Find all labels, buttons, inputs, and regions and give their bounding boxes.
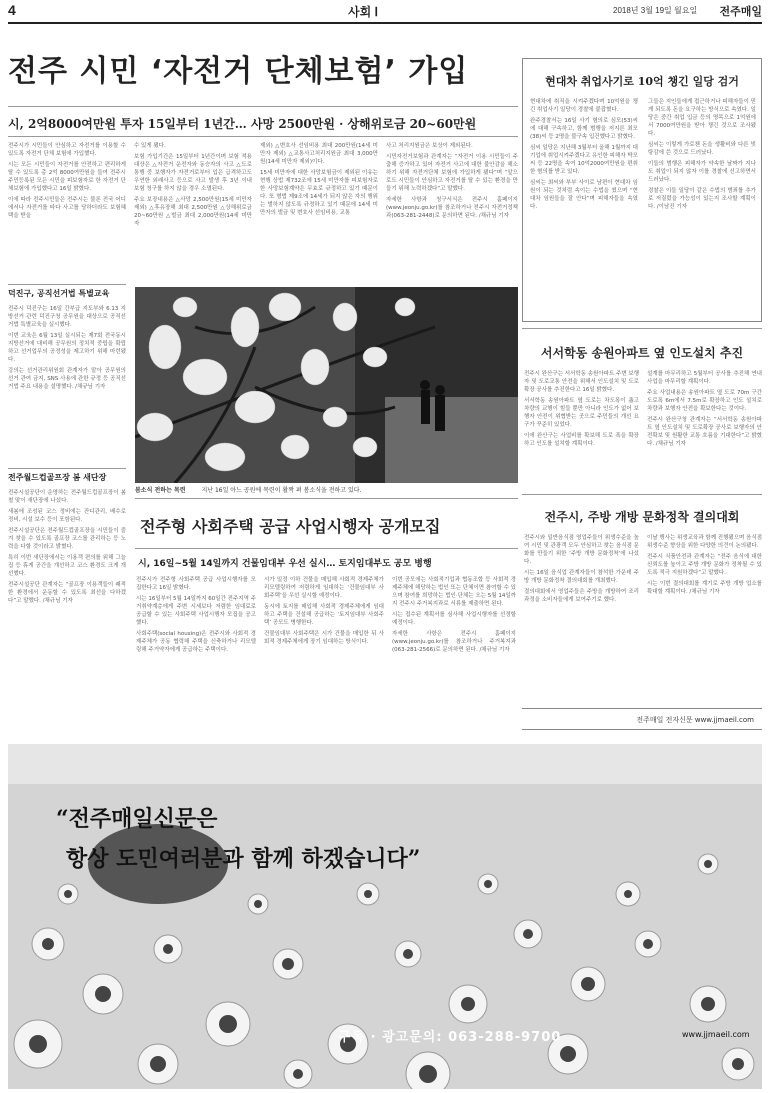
paragraph: 주요 보장내용은 △사망 2,500만원(15세 미만자 제외) △후유장해 최대 2,500만원 △상해위로금 20~60만원 △벌금 최대 2,000만원(14세 미만자 bbox=[134, 197, 252, 227]
paragraph: 심씨 일당은 지난해 3월부터 올해 1월까지 대기업에 취업시켜주겠다고 유인한 피해자 박모 씨 등 22명을 속여 10억2000여만원을 편취한 혐의를 받고 있다. bbox=[530, 145, 638, 175]
paragraph: 이날 행사는 위생교육과 함께 진행됐으며 음식점 위생수준 향상을 위한 다양한 의견이 논의됐다. bbox=[647, 535, 762, 549]
paragraph: 특히 이번 새단장에서는 이용객 편의를 위해 그늘집 등 휴게 공간을 개선하고 코스 환경도 크게 개선했다. bbox=[8, 555, 126, 577]
page-number: 4 bbox=[8, 2, 16, 18]
paragraph: 이들의 범행은 피해자가 약속한 날짜가 지나도 취업이 되지 않자 이를 경찰에 신고하면서 드러났다. bbox=[648, 161, 756, 183]
housing-subheadline: 시, 16일~5월 14일까지 건물임대부 우선 실시… 토지임대부도 공모 병행 bbox=[138, 559, 432, 569]
paragraph: 이번 교육은 6월 13일 실시되는 제7회 전국동시지방선거에 대비해 공무원의 정치적 중립을 확립하고 선거업무의 공정성을 제고하기 위해 마련됐다. bbox=[8, 333, 126, 363]
housing-headline: 전주형 사회주택 공급 사업시행자 공개모집 bbox=[140, 517, 441, 536]
paper-name: 전주매일 bbox=[719, 6, 762, 18]
main-subheadline: 시, 2억8000여만원 투자 15일부터 1년간… 사망 2500만원 · 상해위로금 20~60만원 bbox=[8, 117, 477, 131]
paragraph: 설계를 마무리하고 5월부터 공사를 추진해 연내 사업을 마무리할 계획이다. bbox=[647, 371, 762, 385]
paragraph: 전주시설공단 관계자는 “골프장 이용객들이 쾌적한 환경에서 운동할 수 있도록 최선을 다하겠다”고 말했다. /채규님 기자 bbox=[8, 582, 126, 604]
paragraph: 전주시 식품안전과 관계자는 “전주 음식에 대한 신뢰도를 높이고 주방 개방 문화가 정착될 수 있도록 적극 지원하겠다”고 말했다. bbox=[647, 554, 762, 576]
paragraph: 시민자전거보험과 관계자는 “자전거 이용 시민들이 주춤해 증가하고 있어 자전거 사고에 대한 불안감을 해소하기 위해 자전거단체 보험에 가입하게 됐다”며 “앞으로도 시민들이 안심하고 자전거를 탈 수 있는 환경을 만들기 위해 노력하겠다”고 말했다. bbox=[386, 154, 518, 192]
paragraph: 자세한 사항은 전주시 홈페이지(www.jeonju.go.kr)를 참조하거나 주거복지과(063-281-2566)로 문의하면 된다. /채규님 기자 bbox=[392, 631, 516, 653]
article-column bbox=[264, 576, 384, 736]
paragraph: 현대차에 취직을 시켜주겠다며 10억원을 챙긴 취업사기 일당이 경찰에 붙잡혔다. bbox=[530, 99, 638, 113]
paragraph: 결의대회에서 영업주들은 주방을 개방하여 조리과정을 소비자들에게 보여주기로 했다. bbox=[524, 589, 639, 603]
paragraph: 건물임대부 사회주택은 시가 건물을 매입한 뒤 사회적 경제주체에게 장기 임대하는 방식이다. bbox=[264, 631, 384, 645]
paragraph: 이번 공모에는 사회적기업과 협동조합 등 사회적 경제주체에 해당하는 법인 또는 단체이면 참여할 수 있으며 참여를 희망하는 법인·단체는 오는 5월 14일까지 전주시 주거복지과로 서류를 제출하면 된다. bbox=[392, 577, 516, 607]
paragraph: 전주시가 전주형 사회주택 공급 사업시행자를 모집한다고 16일 밝혔다. bbox=[136, 577, 256, 591]
paragraph: 시는 16일부터 5월 14일까지 60일간 전주지역 주거취약계층에게 주변 시세보다 저렴한 임대료로 공급할 수 있는 사회주택 사업시행자 모집을 공고했다. bbox=[136, 596, 256, 626]
paragraph: 전주시설공단은 전주월드컵골프장을 시민들이 즐겨 찾을 수 있도록 골프장 코스를 관리하는 등 노력을 다할 것이라고 밝혔다. bbox=[8, 528, 126, 550]
brief-article bbox=[8, 288, 126, 463]
paragraph: 전주시와 일반음식점 영업주들이 위생수준을 높여 시민 및 관광객 모두 안심하고 찾는 음식점 문화를 만들기 위한 ‘주방 개방 문화정착’에 나섰다. bbox=[524, 535, 639, 565]
brief-headline: 전주월드컵골프장 봄 새단장 bbox=[8, 473, 107, 482]
paragraph: 전주시설공단이 운영하는 전주월드컵골프장이 봄철 맞이 새단장에 나섰다. bbox=[8, 490, 126, 504]
paragraph: 15세 미만자에 대한 사망보험금이 제외된 이유는 현행 상법 제732조에 15세 미만자를 피보험자로 한 사망보험계약은 무효로 규정하고 있기 때문이다. 또 형법 제9조에 14세가 되지 않은 자의 행위는 벌하지 않도록 규정하고 있기 때문에 14세 미만자의 벌금 및 변호사 선임비용, 교통 bbox=[260, 170, 378, 216]
divider bbox=[135, 548, 518, 549]
article-column bbox=[524, 370, 639, 488]
paragraph: 전주시가 시민들이 안심하고 자전거를 이용할 수 있도록 자전거 단체 보험에 가입했다. bbox=[8, 143, 126, 157]
paragraph: 완주경찰서는 16일 사기 혐의로 심모(53)씨에 대해 구속하고, 함께 범행을 저지른 최모(38)씨 등 2명을 불구속 입건했다고 밝혔다. bbox=[530, 118, 638, 140]
site-banner: 전주매일 전자신문 www.jjmaeil.com bbox=[522, 708, 762, 730]
paragraph: 강의는 선거관리위원회 관계자가 맡아 공무원의 선거 관여 금지, SNS 사용에 관한 규정 등 공직선거법 주요 내용을 설명했다. /채규님 기자 bbox=[8, 368, 126, 390]
article-column bbox=[647, 534, 762, 702]
article-column bbox=[524, 534, 639, 702]
side-headline: 전주시, 주방 개방 문화정착 결의대회 bbox=[544, 510, 740, 524]
brief-headline: 덕진구, 공직선거법 특별교육 bbox=[8, 289, 110, 298]
divider bbox=[8, 284, 126, 285]
article-column bbox=[648, 98, 756, 318]
divider bbox=[8, 468, 126, 469]
paragraph: 심씨는 이렇게 가로챈 돈을 생활비와 다른 빚 탕감에 쓴 것으로 드러났다. bbox=[648, 142, 756, 156]
article-column bbox=[134, 142, 252, 282]
issue-date: 2018년 3월 19일 월요일 bbox=[613, 6, 698, 15]
paragraph: 시가 일정 이하 건물을 매입해 사회적 경제주체가 리모델링하여 저렴하게 임대하는 ‘건물임대부 사회주택’을 우선 실시할 예정이다. bbox=[264, 577, 384, 599]
paragraph: 전주시 덕진구는 16일 간부급 지도부와 6.13 지방선거 관련 덕진구청 공무원을 대상으로 공직선거법 특별교육을 실시했다. bbox=[8, 306, 126, 328]
paragraph: 시는 접수된 계획서를 심사해 사업시행자를 선정할 예정이다. bbox=[392, 612, 516, 626]
main-headline: 전주 시민 ‘자전거 단체보험’ 가입 bbox=[8, 54, 469, 89]
paragraph: 서서학동 송원아파트 옆 도로는 차도폭이 좁고 차량의 교행이 힘들 뿐만 아니라 인도가 없어 보행자 안전이 위협받는 곳으로 주민들의 개선 요구가 꾸준히 있었다. bbox=[524, 398, 639, 428]
magnolia-photo bbox=[135, 287, 518, 483]
paragraph: 수 있게 됐다. bbox=[134, 143, 166, 149]
section-name: 사회 Ⅰ bbox=[348, 5, 379, 19]
divider bbox=[522, 494, 762, 495]
advertisement bbox=[8, 744, 762, 1089]
article-column bbox=[647, 370, 762, 488]
article-column bbox=[386, 142, 518, 282]
paragraph: 사회주택(social housing)은 전주시와 사회적 경제주체가 공동 협력해 주택을 신축하거나 리모델링해 주거약자에게 공급하는 주택이다. bbox=[136, 631, 256, 653]
side-headline: 서서학동 송원아파트 옆 인도설치 추진 bbox=[540, 346, 744, 360]
paragraph: 전주시 완산구청 관계자는 “서서학동 송원아파트 옆 인도설치 및 도로확장 공사로 보행자의 안전확보 및 원활한 교통 흐름을 기대한다”고 밝혔다. /채규님 기자 bbox=[647, 417, 762, 447]
ad-slogan-line2: 항상 도민여러분과 함께 하겠습니다” bbox=[66, 846, 421, 872]
paragraph: 시는 이번 결의대회를 계기로 주방 개방 업소를 확대할 계획이다. /채규님 기자 bbox=[647, 581, 762, 595]
ad-contact: 구독 · 광고문의: 063-288-9700 bbox=[338, 1030, 562, 1045]
ad-url: www.jjmaeil.com bbox=[682, 1030, 750, 1039]
ad-slogan-line1: “전주매일신문은 bbox=[56, 806, 218, 832]
photo-caption-text: 지난 16일 아느 공원에 목련이 활짝 펴 봄소식을 전하고 있다. bbox=[201, 487, 362, 494]
brief-article bbox=[8, 472, 126, 737]
article-column bbox=[8, 142, 126, 282]
photo-caption bbox=[135, 485, 518, 494]
paragraph: 경찰은 이들 일당이 같은 수법의 범죄를 추가로 저질렀을 가능성이 있는지 조사할 계획이다. /이남진 기자 bbox=[648, 188, 756, 210]
paragraph: 사고 처리지원금은 보상이 제외된다. bbox=[386, 143, 473, 149]
article-column bbox=[392, 576, 516, 736]
paragraph: 동시에 토지를 매입해 사회적 경제주체에게 임대하고 주택을 건설해 공급하는 ‘토지임대부 사회주택’ 공모도 병행한다. bbox=[264, 604, 384, 626]
paragraph: 전주시 완산구는 서서학동 송원아파트 주변 보행자 및 도로교통 안전을 위해서 인도설치 및 도로확장 공사를 추진한다고 16일 밝혔다. bbox=[524, 371, 639, 393]
paragraph: 시는 16일 음식업 관계자들이 참석한 가운데 주방 개방 문화정착 결의대회를 개최했다. bbox=[524, 570, 639, 584]
page-header bbox=[8, 2, 762, 24]
photo-caption-title: 봄소식 전하는 목련 bbox=[135, 487, 186, 494]
paragraph: 제외) △변호사 선임비용 최대 200만원(14세 미만자 제외) △교통사고처리지원금 최대 3,000만원(14세 미만자 제외)이다. bbox=[260, 143, 378, 165]
article-column bbox=[530, 98, 638, 318]
divider bbox=[8, 106, 518, 107]
side-headline: 현대차 취업사기로 10억 챙긴 일당 검거 bbox=[545, 75, 739, 88]
divider bbox=[135, 498, 518, 499]
paragraph: 그들은 지인들에게 접근하거나 피해자들이 믿게 되도록 돈을 요구하는 방식으로 속였다. 일당은 중간 취업 입금 등의 명목으로 1억원에서 7000여만원을 받아 챙긴 것으로 조사됐다. bbox=[648, 99, 756, 137]
paragraph: 심씨는 최씨와 부부 사이로 남편이 현대차 임원이 되는 것처럼 속이는 수법을 썼으며 “현대차 임원들을 잘 안다”며 피해자들을 속였다. bbox=[530, 180, 638, 210]
paragraph: 보험 가입기간은 15일부터 1년간이며 보험 적용대상은 △자전거 운전자와 동승자의 사고 △도로 통행 중 보행자가 자전거로부터 입은 급격하고도 우연한 외래사고 등으로 사고 발생 후 3년 이내 보험 청구를 하지 않을 경우 소멸된다. bbox=[134, 154, 252, 192]
paragraph: 이에 완산구는 사업비를 확보해 도로 폭을 확장하고 인도를 설치할 계획이다. bbox=[524, 433, 639, 447]
paragraph: 주요 사업내용은 송원아파트 옆 도로 70m 구간 도로폭 6m에서 7.5m로 확장하고 인도 설치로 차량과 보행자 안전을 확보한다는 것이다. bbox=[647, 390, 762, 412]
paragraph: 이에 따라 전주시민들은 전주시는 물론 전국 어디에서나 자전거를 타다 사고를 당하더라도 보험혜택을 받을 bbox=[8, 197, 126, 219]
paragraph: 자세한 사항과 청구서식은 전주시 홈페이지(www.jeonju.go.kr)를 참조하거나 전주시 자전거정책과(063-281-2448)로 문의하면 된다. /채규님 기자 bbox=[386, 197, 518, 219]
article-column bbox=[260, 142, 378, 282]
paragraph: 시는 모든 시민들이 자전거를 안전하고 편리하게 탈 수 있도록 총 2억 8000여만원을 들여 전주시 주민등록된 모든 시민을 피보험자로 한 자전거 단체보험에 가입했다고 16일 밝혔다. bbox=[8, 162, 126, 192]
divider bbox=[8, 136, 518, 137]
article-column bbox=[136, 576, 256, 736]
paragraph: 새봄에 조성된 코스 정비에는 잔디관리, 배수로 정비, 시설 보수 등이 포함된다. bbox=[8, 509, 126, 523]
divider bbox=[522, 328, 762, 329]
